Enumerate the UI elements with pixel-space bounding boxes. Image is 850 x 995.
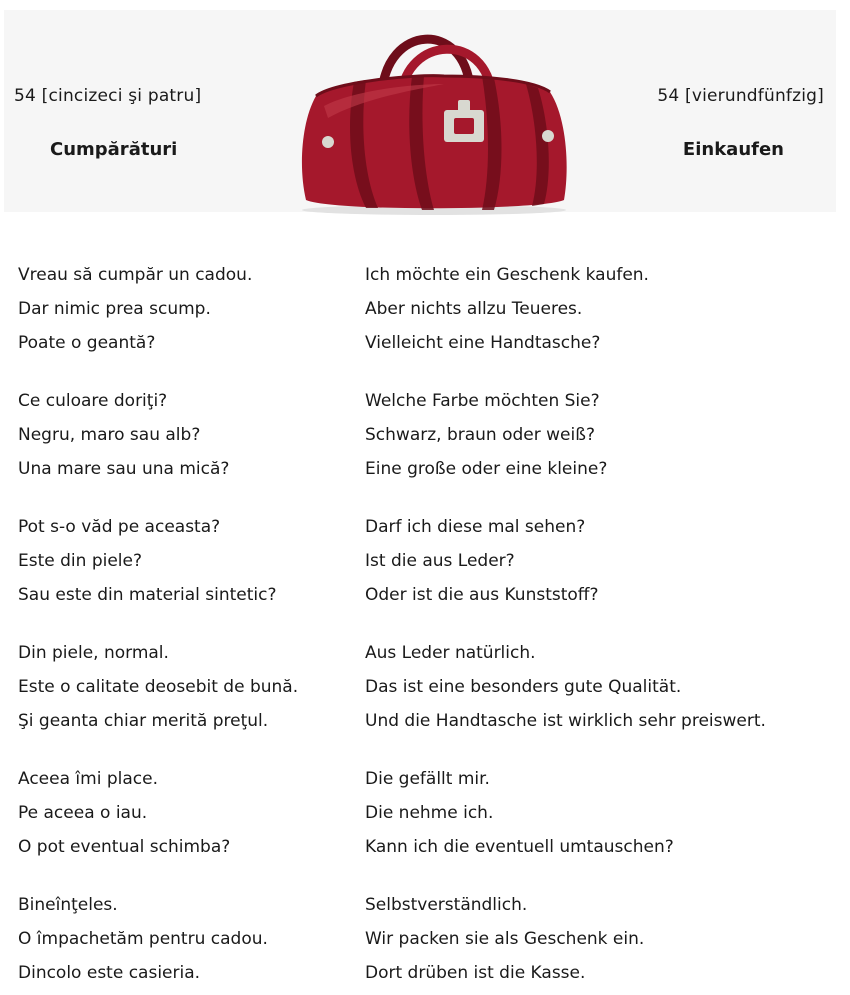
- phrase-romanian: Vreau să cumpăr un cadou.: [18, 265, 253, 285]
- phrase-german: Kann ich die eventuell umtauschen?: [365, 837, 674, 857]
- phrase-german: Darf ich diese mal sehen?: [365, 517, 586, 537]
- phrase-romanian: O pot eventual schimba?: [18, 837, 231, 857]
- phrase-row: [0, 510, 850, 544]
- phrase-row: [0, 418, 850, 452]
- lesson-title-de: Einkaufen: [682, 139, 784, 160]
- phrase-german: Dort drüben ist die Kasse.: [365, 963, 586, 983]
- phrase-german: Aus Leder natürlich.: [365, 643, 536, 663]
- lesson-number-ro: 54 [cincizeci şi patru]: [14, 86, 202, 106]
- phrase-row: [0, 544, 850, 578]
- phrase-row: [0, 636, 850, 670]
- phrase-romanian: Ce culoare doriţi?: [18, 391, 168, 411]
- phrase-row: [0, 704, 850, 738]
- phrase-german: Eine große oder eine kleine?: [365, 459, 608, 479]
- phrase-list: [0, 258, 850, 990]
- phrase-row: [0, 326, 850, 360]
- phrase-row: [0, 384, 850, 418]
- phrase-romanian: Pe aceea o iau.: [18, 803, 148, 823]
- lesson-title-ro: Cumpărături: [50, 139, 178, 160]
- phrase-row: [0, 922, 850, 956]
- phrase-romanian: Dincolo este casieria.: [18, 963, 201, 983]
- phrase-romanian: Bineînţeles.: [18, 895, 118, 915]
- phrase-german: Oder ist die aus Kunststoff?: [365, 585, 599, 605]
- phrase-romanian: Sau este din material sintetic?: [18, 585, 277, 605]
- phrase-german: Ich möchte ein Geschenk kaufen.: [365, 265, 649, 285]
- phrase-romanian: Poate o geantă?: [18, 333, 156, 353]
- lesson-header: [4, 10, 836, 212]
- phrase-romanian: Este din piele?: [18, 551, 142, 571]
- phrase-romanian: Dar nimic prea scump.: [18, 299, 211, 319]
- phrase-romanian: Aceea îmi place.: [18, 769, 158, 789]
- phrase-romanian: O împachetăm pentru cadou.: [18, 929, 268, 949]
- phrase-row: [0, 670, 850, 704]
- phrase-german: Ist die aus Leder?: [365, 551, 515, 571]
- phrase-german: Und die Handtasche ist wirklich sehr preiswert.: [365, 711, 766, 731]
- phrase-romanian: Din piele, normal.: [18, 643, 169, 663]
- lesson-number-de: 54 [vierundfünfzig]: [657, 86, 824, 106]
- phrase-german: Selbstverständlich.: [365, 895, 528, 915]
- handbag-illustration: [294, 16, 574, 216]
- handbag-image: [294, 16, 574, 216]
- phrase-row: [0, 830, 850, 864]
- phrase-german: Welche Farbe möchten Sie?: [365, 391, 600, 411]
- phrase-german: Vielleicht eine Handtasche?: [365, 333, 601, 353]
- phrase-romanian: Negru, maro sau alb?: [18, 425, 201, 445]
- phrase-row: [0, 956, 850, 990]
- phrase-romanian: Pot s-o văd pe aceasta?: [18, 517, 221, 537]
- phrase-german: Das ist eine besonders gute Qualität.: [365, 677, 682, 697]
- phrase-german: Wir packen sie als Geschenk ein.: [365, 929, 645, 949]
- phrase-row: [0, 796, 850, 830]
- phrase-german: Die gefällt mir.: [365, 769, 490, 789]
- phrase-row: [0, 292, 850, 326]
- phrase-romanian: Este o calitate deosebit de bună.: [18, 677, 299, 697]
- phrase-romanian: Una mare sau una mică?: [18, 459, 230, 479]
- phrase-row: [0, 258, 850, 292]
- phrase-german: Die nehme ich.: [365, 803, 494, 823]
- phrase-german: Aber nichts allzu Teueres.: [365, 299, 583, 319]
- phrase-row: [0, 578, 850, 612]
- phrase-row: [0, 452, 850, 486]
- phrase-row: [0, 888, 850, 922]
- phrase-german: Schwarz, braun oder weiß?: [365, 425, 595, 445]
- phrase-row: [0, 762, 850, 796]
- phrase-romanian: Şi geanta chiar merită preţul.: [18, 711, 269, 731]
